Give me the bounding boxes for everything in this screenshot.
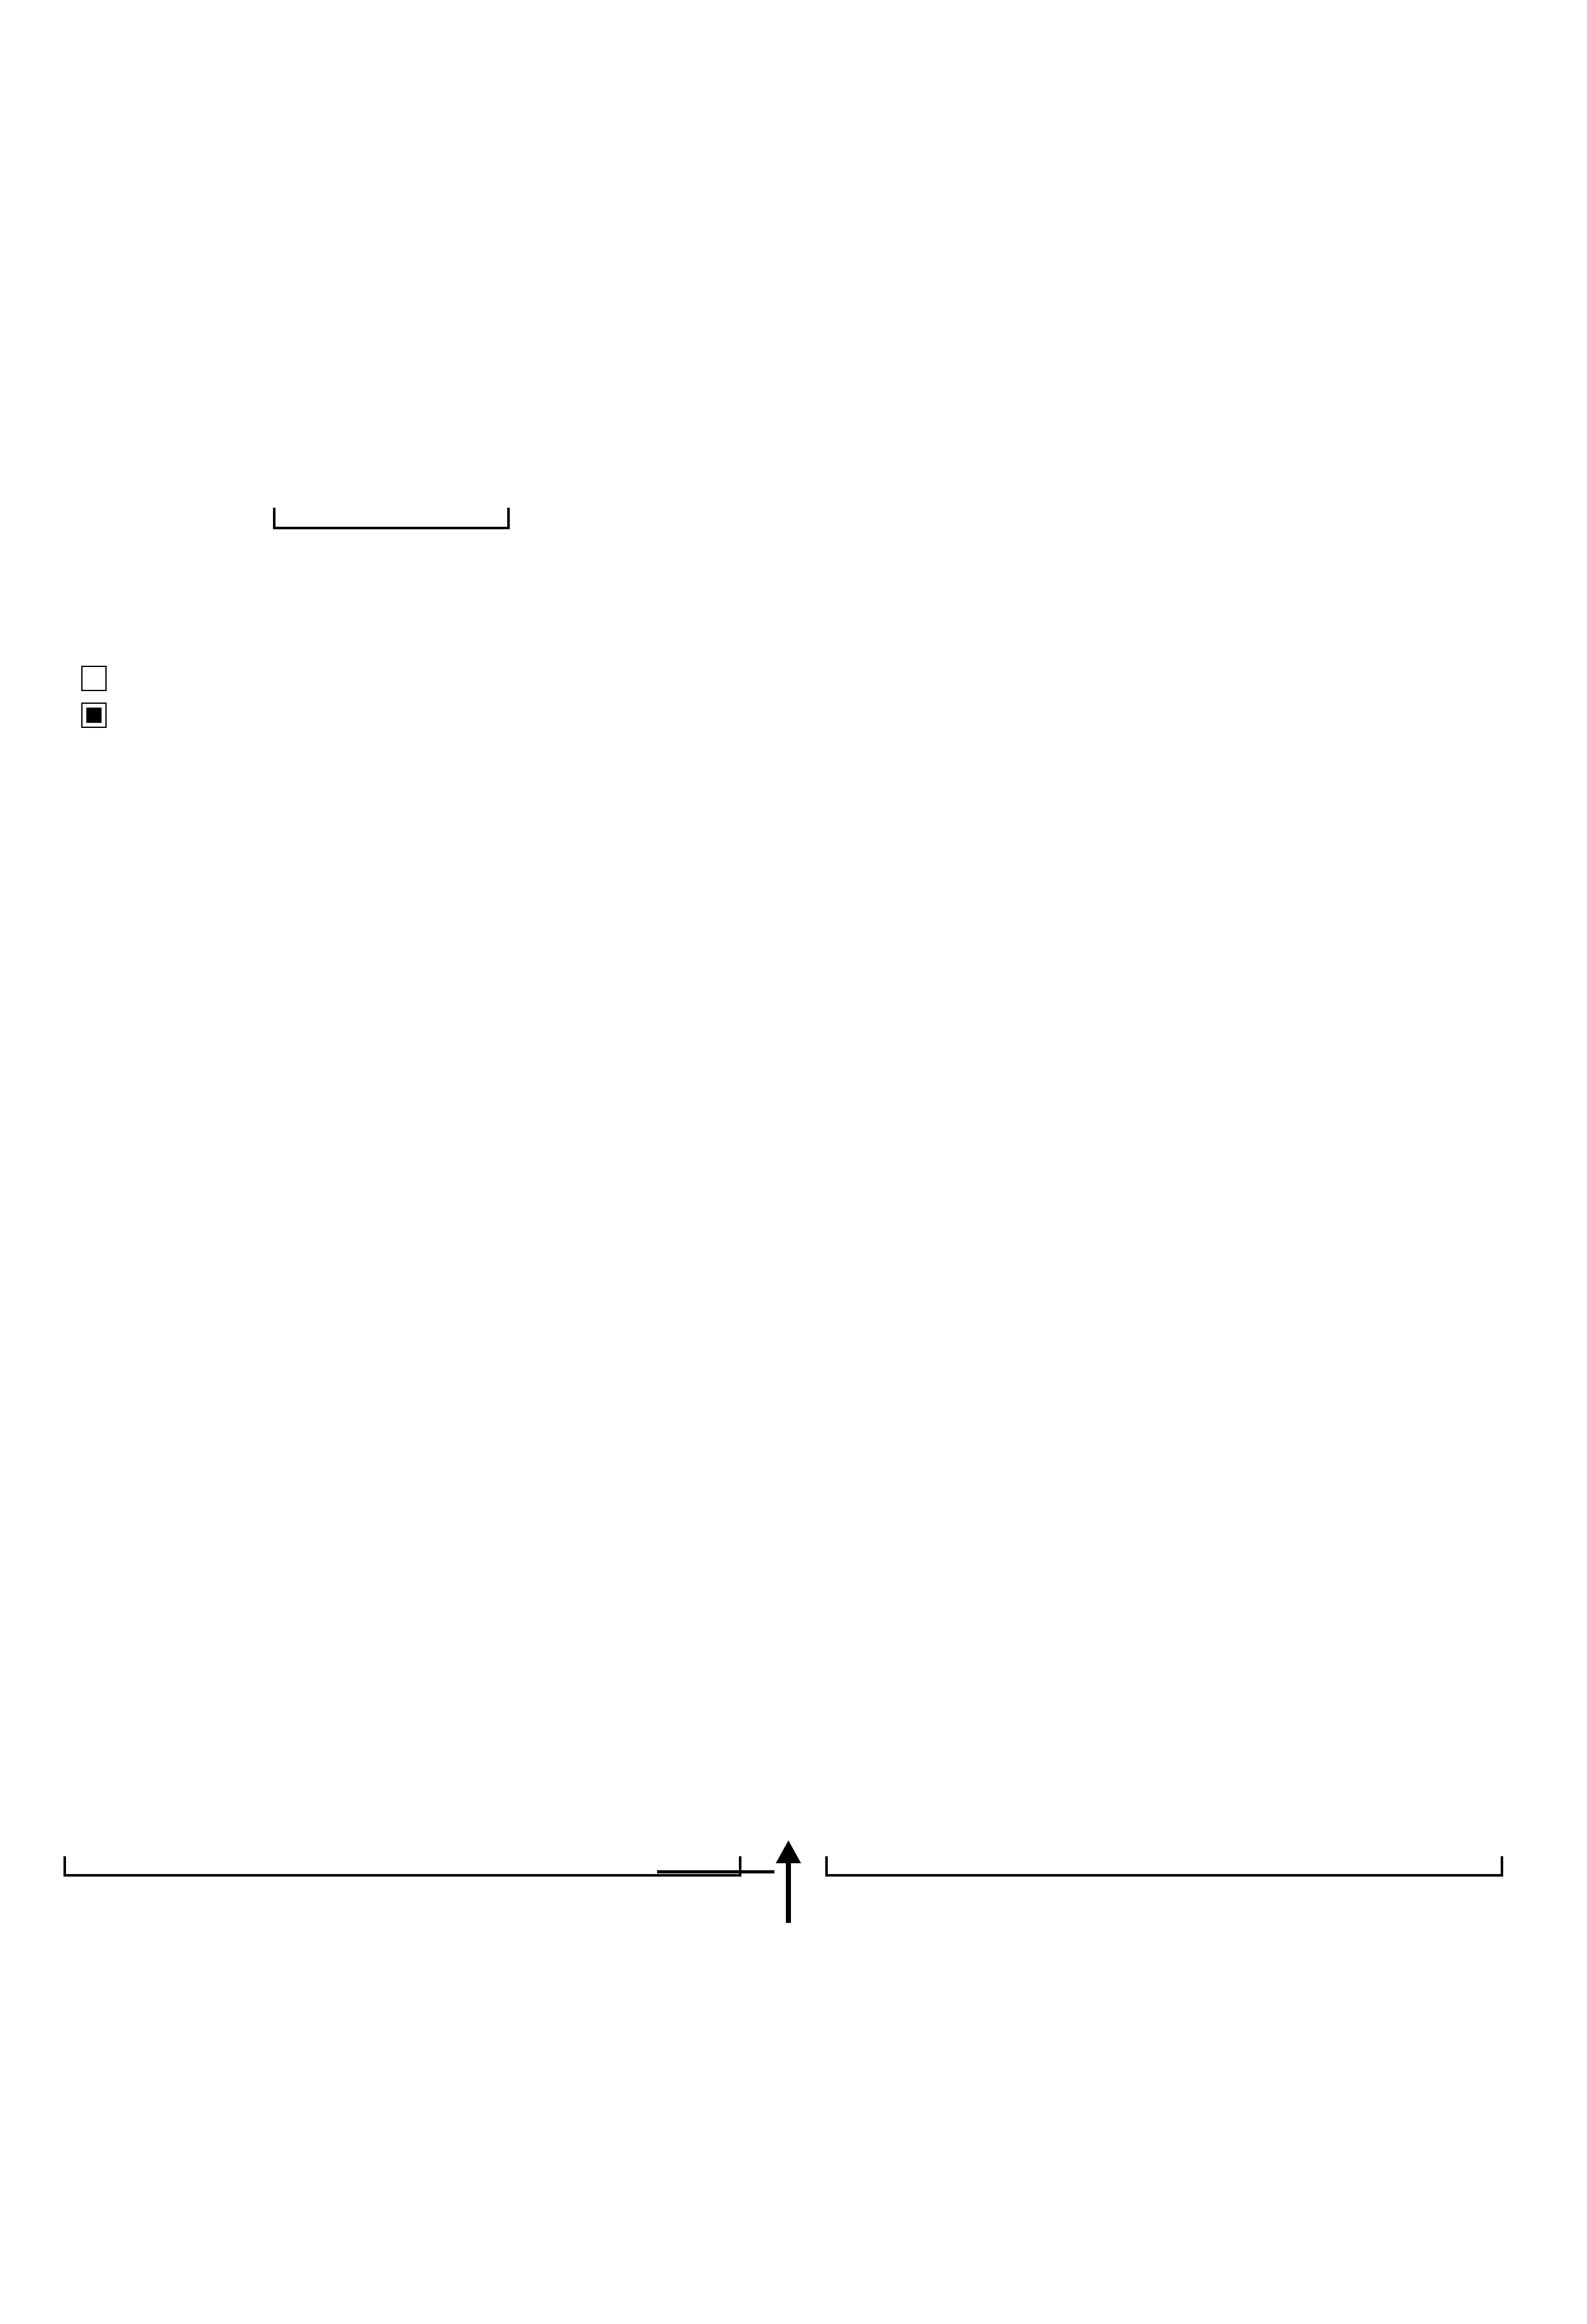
chart-one-legend <box>81 660 117 734</box>
legend-item-musta <box>81 697 117 734</box>
empty-square-icon <box>81 666 107 691</box>
chart-two-bracket-right <box>825 1856 1503 1877</box>
filled-square-icon <box>81 703 107 728</box>
chart-one-repeat-bracket <box>273 508 510 529</box>
legend-item-harmaa <box>81 660 117 697</box>
chart-two-arrow-line <box>657 1870 774 1873</box>
chart-two-bracket-left <box>63 1856 741 1877</box>
